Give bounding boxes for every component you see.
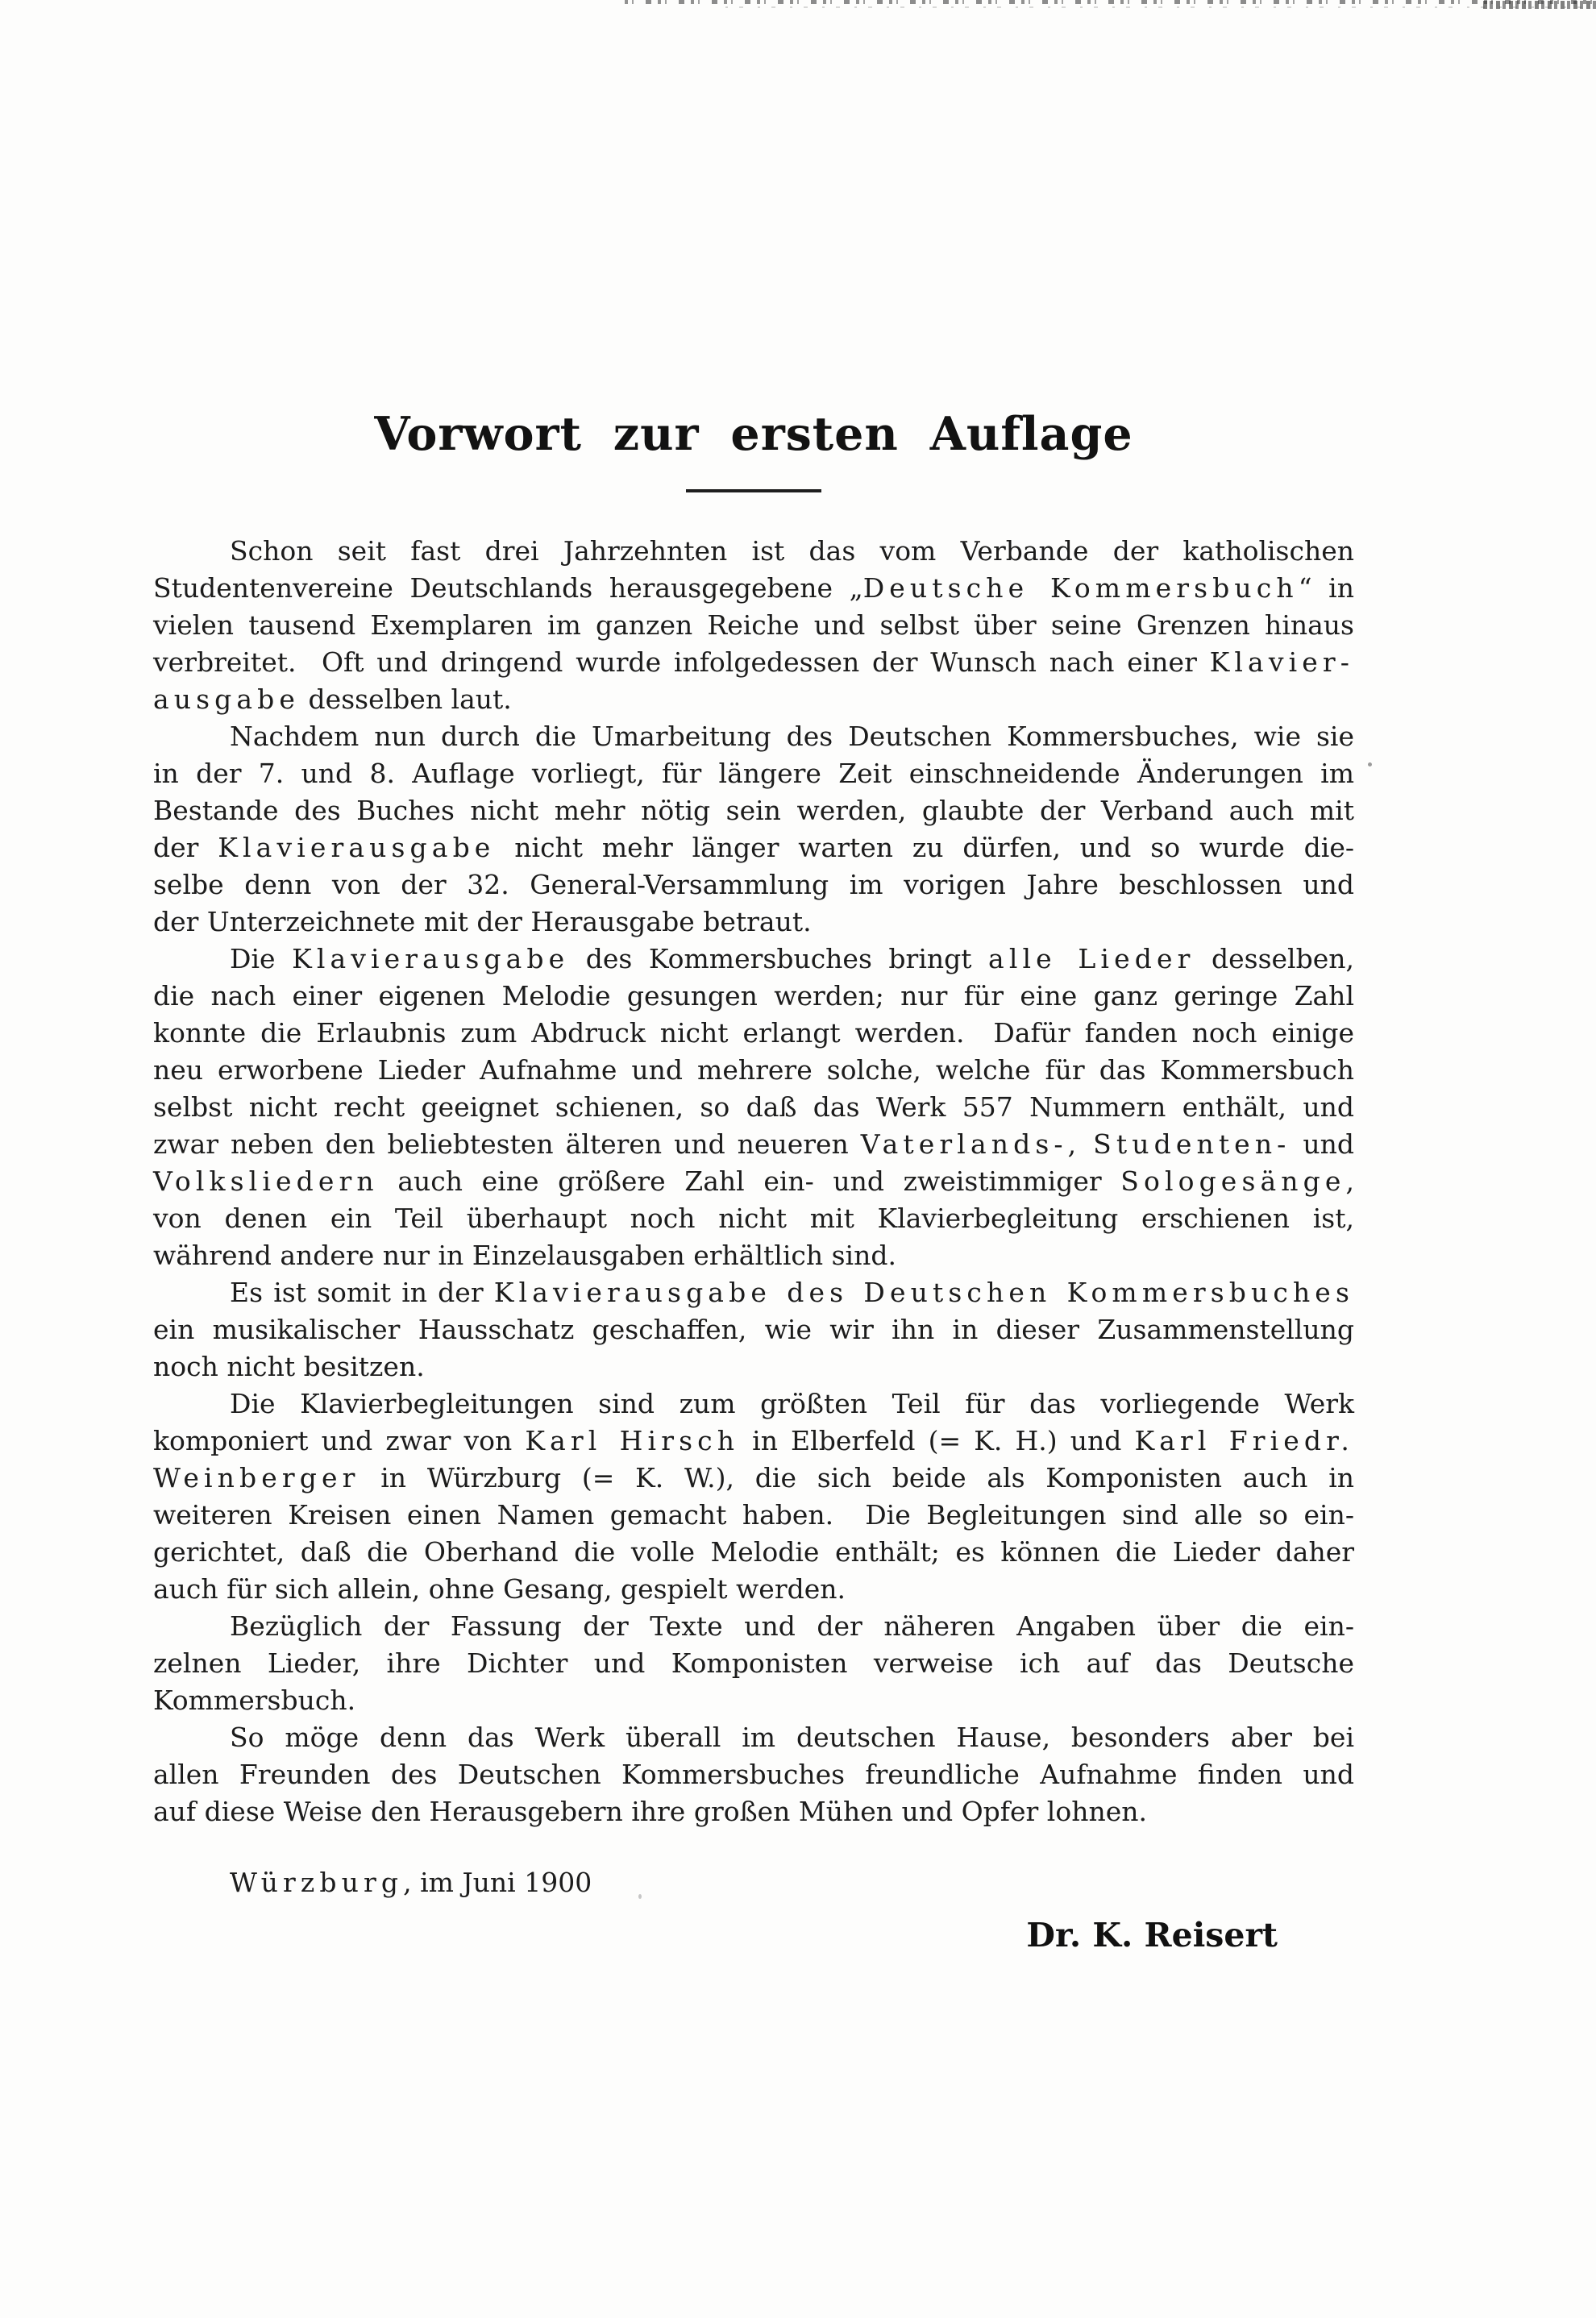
text-segment: in Würzburg (= K. W.), die sich beide als Komponisten auch in bbox=[360, 1462, 1354, 1494]
text-segment: selbe denn von der 32. General-Versammlung im vorigen Jahre beschlossen und bbox=[153, 869, 1354, 901]
text-line bbox=[153, 1793, 1354, 1830]
text-segment: verbreitet. Oft und dringend wurde infolgedessen der Wunsch nach einer bbox=[153, 646, 1210, 679]
paragraph bbox=[153, 533, 1354, 718]
text-segment: vielen tausend Exemplaren im ganzen Reiche und selbst über seine Grenzen hinaus bbox=[153, 609, 1354, 642]
paragraph bbox=[153, 1608, 1354, 1719]
text-segment: der Unterzeichnete mit der Herausgabe betraut. bbox=[153, 906, 812, 938]
text-segment: “ in bbox=[1298, 572, 1354, 604]
text-line bbox=[153, 1015, 1354, 1052]
emphasized-text: Klavierausgabe des Deutschen Kommersbuches bbox=[493, 1277, 1354, 1309]
text-segment: neu erworbene Lieder Aufnahme und mehrere solche, welche für das Kommersbuch bbox=[153, 1054, 1354, 1086]
text-segment: Schon seit fast drei Jahrzehnten ist das vom Verbande der katholischen bbox=[230, 535, 1354, 567]
text-line bbox=[153, 941, 1354, 978]
text-segment: auch für sich allein, ohne Gesang, gespielt werden. bbox=[153, 1573, 846, 1606]
emphasized-text: Klavierausgabe bbox=[292, 943, 570, 975]
text-segment: So möge denn das Werk überall im deutschen Hause, besonders aber bei bbox=[230, 1722, 1354, 1754]
text-segment: die nach einer eigenen Melodie gesungen werden; nur für eine ganz geringe Zahl bbox=[153, 980, 1354, 1012]
text-segment: noch nicht besitzen. bbox=[153, 1351, 425, 1383]
text-segment: allen Freunden des Deutschen Kommersbuches freundliche Aufnahme finden und bbox=[153, 1759, 1354, 1791]
text-line bbox=[153, 1126, 1354, 1163]
text-line bbox=[153, 644, 1354, 681]
text-segment: gerichtet, daß die Oberhand die volle Melodie enthält; es können die Lieder daher bbox=[153, 1536, 1354, 1568]
text-line bbox=[153, 1682, 1354, 1719]
text-segment: ein musikalischer Hausschatz geschaffen, wie wir ihn in dieser Zusammenstellung bbox=[153, 1314, 1354, 1346]
text-line bbox=[153, 1052, 1354, 1089]
emphasized-text: Weinberger bbox=[153, 1462, 360, 1494]
text-segment: zelnen Lieder, ihre Dichter und Komponisten verweise ich auf das Deutsche bbox=[153, 1647, 1354, 1680]
page-content bbox=[153, 407, 1354, 1955]
text-segment: desselben laut. bbox=[300, 683, 512, 716]
signature-author: Dr. K. Reisert bbox=[1026, 1916, 1278, 1955]
text-line bbox=[153, 570, 1354, 607]
text-line bbox=[153, 1756, 1354, 1793]
text-segment: der bbox=[153, 832, 218, 864]
text-line bbox=[153, 829, 1354, 866]
text-segment: Die Klavierbegleitungen sind zum größten Teil für das vorliegende Werk bbox=[230, 1388, 1354, 1420]
text-line bbox=[153, 1608, 1354, 1645]
paragraph bbox=[153, 941, 1354, 1274]
text-line bbox=[153, 1163, 1354, 1200]
preface-body bbox=[153, 533, 1354, 1830]
text-line bbox=[153, 1719, 1354, 1756]
text-segment: konnte die Erlaubnis zum Abdruck nicht erlangt werden. Dafür fanden noch einige bbox=[153, 1017, 1354, 1049]
text-segment bbox=[1081, 1128, 1093, 1160]
text-segment: Bestande des Buches nicht mehr nötig sein werden, glaubte der Verband auch mit bbox=[153, 795, 1354, 827]
text-line bbox=[153, 978, 1354, 1015]
text-segment: von denen ein Teil überhaupt noch nicht mit Klavierbegleitung erschienen ist, bbox=[153, 1203, 1354, 1235]
page-title: Vorwort zur ersten Auflage bbox=[374, 407, 1133, 461]
emphasized-text: Klavierausgabe bbox=[218, 832, 496, 864]
scan-artifact-marks bbox=[1483, 1, 1596, 9]
emphasized-text: alle Lieder bbox=[988, 943, 1195, 975]
text-line bbox=[153, 1089, 1354, 1126]
text-segment: des Kommersbuches bringt bbox=[569, 943, 989, 975]
title-divider bbox=[686, 489, 821, 492]
text-line bbox=[153, 1534, 1354, 1571]
emphasized-text: Volksliedern bbox=[153, 1165, 379, 1198]
emphasized-text: Klavier- bbox=[1209, 646, 1354, 679]
text-segment: , bbox=[1345, 1165, 1354, 1198]
text-segment: in Elberfeld (= K. H.) und bbox=[739, 1425, 1135, 1457]
text-segment: zwar neben den beliebtesten älteren und neueren bbox=[153, 1128, 861, 1161]
text-segment: Es ist somit in der bbox=[230, 1277, 494, 1309]
text-line bbox=[153, 1571, 1354, 1608]
text-segment: desselben, bbox=[1195, 943, 1354, 975]
text-line bbox=[153, 755, 1354, 792]
emphasized-text: Studenten- bbox=[1093, 1128, 1291, 1161]
text-segment: , im Juni 1900 bbox=[403, 1867, 592, 1899]
emphasized-text: Karl Hirsch bbox=[525, 1425, 740, 1457]
text-segment: in der 7. und 8. Auflage vorliegt, für längere Zeit einschneidende Änderungen im bbox=[153, 758, 1354, 790]
emphasized-text: Sologesänge bbox=[1120, 1165, 1346, 1198]
text-line bbox=[153, 1200, 1354, 1237]
text-segment: Bezüglich der Fassung der Texte und der näheren Angaben über die ein- bbox=[230, 1610, 1354, 1643]
text-line bbox=[153, 1311, 1354, 1348]
text-line bbox=[153, 681, 1354, 718]
text-line bbox=[153, 533, 1354, 570]
text-line bbox=[153, 607, 1354, 644]
text-segment: selbst nicht recht geeignet schienen, so daß das Werk 557 Nummern enthält, und bbox=[153, 1091, 1354, 1124]
emphasized-text: ausgabe bbox=[153, 683, 301, 716]
text-segment: Nachdem nun durch die Umarbeitung des Deutschen Kommersbuches, wie sie bbox=[230, 721, 1354, 753]
text-line bbox=[153, 1348, 1354, 1385]
text-line bbox=[153, 866, 1354, 904]
scan-speck bbox=[1368, 762, 1372, 766]
emphasized-text: Würzburg bbox=[230, 1867, 404, 1899]
scan-artifact-marks bbox=[725, 6, 1596, 8]
text-segment: auch eine größere Zahl ein- und zweistimmiger bbox=[378, 1165, 1121, 1198]
text-segment: nicht mehr länger warten zu dürfen, und so wurde die- bbox=[495, 832, 1355, 864]
text-line bbox=[153, 1237, 1354, 1274]
text-line bbox=[153, 1645, 1354, 1682]
text-line bbox=[153, 792, 1354, 829]
text-segment: Kommersbuch. bbox=[153, 1684, 356, 1717]
paragraph bbox=[153, 1719, 1354, 1830]
scan-artifact-marks bbox=[625, 0, 1596, 4]
paragraph bbox=[153, 718, 1354, 941]
text-line bbox=[153, 1460, 1354, 1497]
emphasized-text: Deutsche Kommersbuch bbox=[862, 572, 1299, 604]
text-segment: auf diese Weise den Herausgebern ihre großen Mühen und Opfer lohnen. bbox=[153, 1796, 1147, 1828]
text-line bbox=[153, 1274, 1354, 1311]
emphasized-text: Vaterlands-, bbox=[860, 1128, 1082, 1161]
text-line bbox=[153, 1423, 1354, 1460]
text-segment: weiteren Kreisen einen Namen gemacht haben. Die Begleitungen sind alle so ein- bbox=[153, 1499, 1354, 1531]
text-segment: komponiert und zwar von bbox=[153, 1425, 526, 1457]
text-segment: Die bbox=[230, 943, 293, 975]
text-line bbox=[153, 718, 1354, 755]
paragraph bbox=[153, 1385, 1354, 1608]
text-segment: während andere nur in Einzelausgaben erhältlich sind. bbox=[153, 1240, 896, 1272]
signature-place-date bbox=[153, 1864, 1354, 1901]
text-segment: und bbox=[1291, 1128, 1355, 1161]
text-line bbox=[153, 1497, 1354, 1534]
text-line bbox=[153, 904, 1354, 941]
emphasized-text: Karl Friedr. bbox=[1134, 1425, 1354, 1457]
text-segment: Studentenvereine Deutschlands herausgegebene „ bbox=[153, 572, 863, 604]
text-line bbox=[153, 1385, 1354, 1423]
paragraph bbox=[153, 1274, 1354, 1385]
